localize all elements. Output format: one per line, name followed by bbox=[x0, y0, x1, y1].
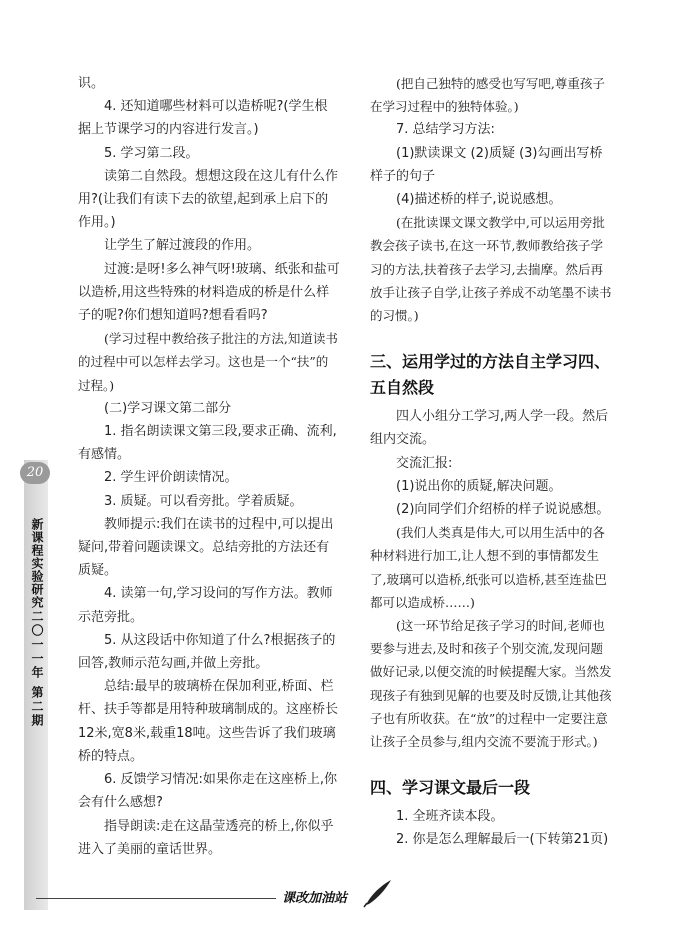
paragraph: 过渡:是呀!多么神气呀!玻璃、纸张和盐可以造桥,用这些特殊的材料造成的桥是什么样子的呢?你们想知道吗?想看看吗? bbox=[78, 261, 340, 324]
paragraph: (1)说出你的质疑,解决问题。 bbox=[396, 478, 562, 494]
paragraph: 4. 还知道哪些材料可以造桥呢?(学生根据上节课学习的内容进行发言。) bbox=[78, 99, 328, 138]
paragraph: 5. 学习第二段。 bbox=[104, 145, 199, 161]
paragraph: 四人小组分工学习,两人学一段。然后组内交流。 bbox=[370, 409, 609, 448]
teaching-note: (在批读课文课文教学中,可以运用旁批教会孩子读书,在这一环节,教师教给孩子学习的方法,扶着孩子去学习,去揣摩。然后再放手让孩子自学,让孩子养成不动笔墨不读书的习惯。) bbox=[370, 215, 612, 324]
teaching-note: (这一环节给足孩子学习的时间,老师也要参与进去,及时和孩子个别交流,发现问题做好记录,以便交流的时候提醒大家。当然发现孩子有独到见解的也要及时反馈,让其他孩子也有所收获。在“放”的过程中一定要注意让孩子全员参与,组内交流不要流于形式。) bbox=[370, 618, 612, 750]
paragraph: 1. 全班齐读本段。 bbox=[396, 809, 504, 825]
section-heading-three: 三、运用学过的方法自主学习四、五自然段 bbox=[370, 352, 611, 398]
paragraph: (2)向同学们介绍桥的样子说说感想。 bbox=[396, 502, 610, 518]
paragraph: 让学生了解过渡段的作用。 bbox=[104, 238, 261, 254]
paragraph: 2. 你是怎么理解最后一(下转第21页) bbox=[396, 832, 609, 848]
page-number: 20 bbox=[20, 462, 50, 484]
left-paragraphs bbox=[78, 72, 340, 861]
teaching-note: (把自己独特的感受也写写吧,尊重孩子在学习过程中的独特体验。) bbox=[370, 76, 605, 115]
paragraph: 识。 bbox=[78, 76, 105, 91]
footer-rule bbox=[36, 898, 276, 899]
right-paragraphs-c bbox=[370, 805, 612, 851]
paragraph: 读第二自然段。想想这段在这儿有什么作用?(让我们有读下去的欲望,起到承上启下的作用。) bbox=[78, 168, 339, 231]
section-heading-four: 四、学习课文最后一段 bbox=[370, 778, 531, 798]
pen-nib-icon bbox=[360, 878, 394, 908]
paragraph: 6. 反馈学习情况:如果你走在这座桥上,你会有什么感想? bbox=[78, 772, 338, 811]
paragraph: (1)默读课文 (2)质疑 (3)勾画出写桥样子的句子 bbox=[370, 145, 603, 184]
journal-name: 新课程实验研究 bbox=[30, 518, 44, 609]
right-column bbox=[370, 72, 612, 852]
teaching-note: (学习过程中教给孩子批注的方法,知道读书的过程中可以怎样去学习。这也是一个“扶”的过程。) bbox=[78, 331, 338, 393]
right-paragraphs-a bbox=[370, 72, 612, 327]
paragraph: 7. 总结学习方法: bbox=[396, 122, 495, 138]
paragraph: 交流汇报: bbox=[396, 455, 453, 471]
paragraph: 教师提示:我们在读书的过程中,可以提出疑问,带着问题读课文。总结旁批的方法还有质疑。 bbox=[78, 516, 334, 579]
paragraph: 总结:最早的玻璃桥在保加利亚,桥面、栏杆、扶手等都是用特种玻璃制成的。这座桥长12米,宽8米,载重18吨。这些告诉了我们玻璃桥的特点。 bbox=[78, 679, 339, 764]
paragraph: 5. 从这段话中你知道了什么?根据孩子的回答,教师示范勾画,并做上旁批。 bbox=[78, 632, 336, 672]
right-paragraphs-b bbox=[370, 405, 612, 753]
issue-label: 二〇一一年 第二期 bbox=[30, 610, 44, 729]
paragraph: 2. 学生评价朗读情况。 bbox=[104, 470, 238, 486]
paragraph: 3. 质疑。可以看旁批。学着质疑。 bbox=[104, 493, 303, 509]
footer-label: 课改加油站 bbox=[282, 891, 348, 906]
paragraph: 指导朗读:走在这晶莹透亮的桥上,你似乎进入了美丽的童话世界。 bbox=[78, 818, 334, 857]
teaching-note: (我们人类真是伟大,可以用生活中的各种材料进行加工,让人想不到的事情都发生了,玻璃可以造桥,纸张可以造桥,甚至连盐巴都可以造成桥……) bbox=[370, 525, 607, 610]
left-column bbox=[78, 72, 340, 861]
paragraph: 4. 读第一句,学习设问的写作方法。教师示范旁批。 bbox=[78, 586, 333, 625]
paragraph: 1. 指名朗读课文第三段,要求正确、流利,有感情。 bbox=[78, 424, 337, 463]
paragraph: (4)描述桥的样子,说说感想。 bbox=[396, 192, 562, 208]
paragraph: (二)学习课文第二部分 bbox=[104, 400, 232, 416]
